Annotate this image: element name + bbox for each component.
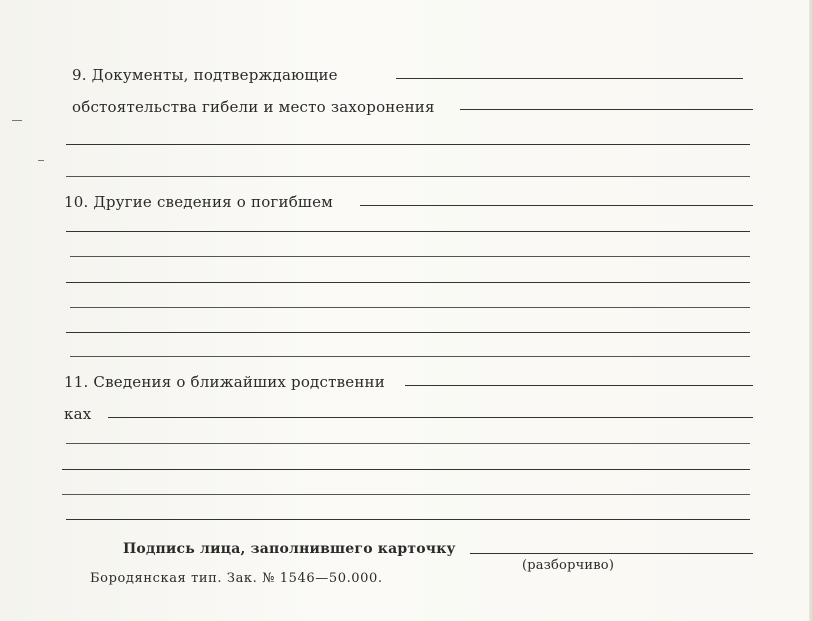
card-edge-shadow [809, 0, 813, 621]
item11-fill-line-2[interactable] [108, 417, 753, 418]
item9-fill-line-1[interactable] [396, 78, 743, 79]
print-speck [12, 120, 22, 121]
print-speck [38, 160, 44, 161]
item9-fill-line-2[interactable] [460, 109, 753, 110]
item9-fill-line-3[interactable] [66, 144, 750, 145]
signature-label: Подпись лица, заполнившего карточку [123, 541, 456, 557]
signature-line[interactable] [470, 553, 753, 554]
printer-imprint: Бородянская тип. Зак. № 1546—50.000. [90, 571, 383, 586]
item11-fill-line-5[interactable] [62, 494, 750, 495]
item10-fill-line-7[interactable] [70, 356, 750, 357]
item9-fill-line-4[interactable] [66, 176, 750, 177]
item10-fill-line-6[interactable] [66, 332, 750, 333]
item11-label-line1: 11. Сведения о ближайших родственни [64, 373, 385, 391]
item9-label-line2: обстоятельства гибели и место захоронения [72, 98, 435, 116]
item10-fill-line-5[interactable] [70, 307, 750, 308]
item11-fill-line-4[interactable] [62, 469, 750, 470]
item10-fill-line-2[interactable] [66, 231, 750, 232]
item10-fill-line-3[interactable] [70, 256, 750, 257]
item11-fill-line-3[interactable] [66, 443, 750, 444]
item10-fill-line-1[interactable] [360, 205, 753, 206]
item10-label: 10. Другие сведения о погибшем [64, 193, 334, 211]
item11-label-line2: ках [64, 405, 92, 423]
item10-fill-line-4[interactable] [66, 282, 750, 283]
item11-fill-line-6[interactable] [66, 519, 750, 520]
item11-fill-line-1[interactable] [405, 385, 753, 386]
item9-label-line1: 9. Документы, подтверждающие [72, 66, 338, 84]
signature-hint: (разборчиво) [522, 558, 615, 573]
